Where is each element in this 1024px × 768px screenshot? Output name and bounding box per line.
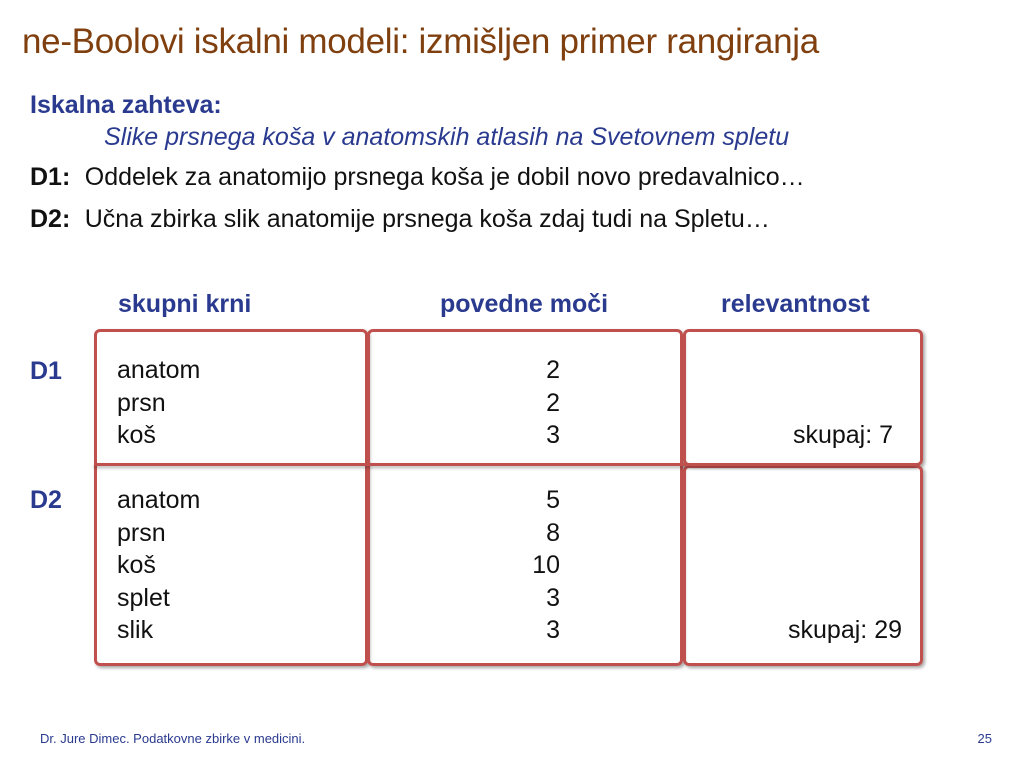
row-d2-label: D2 [30, 486, 62, 514]
column-header-relevance: relevantnost [721, 290, 870, 318]
row-d1-weight-3: 3 [546, 421, 560, 449]
column-header-weights: povedne moči [440, 290, 609, 318]
slide-title: ne-Boolovi iskalni modeli: izmišljen primer rangiranja [22, 22, 819, 61]
row-d2-weight-1: 5 [546, 486, 560, 514]
row-d2-weight-5: 3 [546, 616, 560, 644]
column-header-terms: skupni krni [118, 290, 252, 318]
row-d1-label: D1 [30, 357, 62, 385]
row-d1-weight-1: 2 [546, 356, 560, 384]
doc-2-text: Učna zbirka slik anatomije prsnega koša zdaj tudi na Spletu… [84, 205, 770, 233]
doc-2-label: D2: [30, 205, 71, 233]
doc-1-text: Oddelek za anatomijo prsnega koša je dobil novo predavalnico… [84, 163, 805, 191]
query-label: Iskalna zahteva: [30, 91, 222, 119]
row-d1-term-1: anatom [117, 356, 201, 384]
row-d2-weight-3: 10 [532, 551, 560, 579]
row-d1-weight-2: 2 [546, 388, 560, 417]
row-d2-term-4: splet [117, 583, 170, 612]
row-d1-term-2: prsn [117, 388, 166, 417]
row-d2-term-3: koš [117, 551, 156, 579]
row-d2-weight-4: 3 [546, 583, 560, 612]
footer-text: Dr. Jure Dimec. Podatkovne zbirke v medicini. [40, 731, 306, 746]
doc-2-line [30, 205, 770, 234]
query-text: Slike prsnega koša v anatomskih atlasih na Svetovnem spletu [104, 123, 790, 151]
row-d2-term-5: slik [117, 616, 154, 644]
row-d2-total: skupaj: 29 [788, 616, 902, 644]
row-d1-total: skupaj: 7 [792, 421, 893, 449]
box-row-separator [94, 463, 917, 466]
row-d1-term-3: koš [117, 421, 156, 449]
doc-1-line [30, 163, 805, 192]
row-d2-weight-2: 8 [546, 518, 560, 547]
row-d2-term-2: prsn [117, 518, 166, 547]
doc-1-label: D1: [30, 163, 71, 191]
row-d2-term-1: anatom [117, 486, 201, 514]
page-number: 25 [977, 731, 992, 746]
